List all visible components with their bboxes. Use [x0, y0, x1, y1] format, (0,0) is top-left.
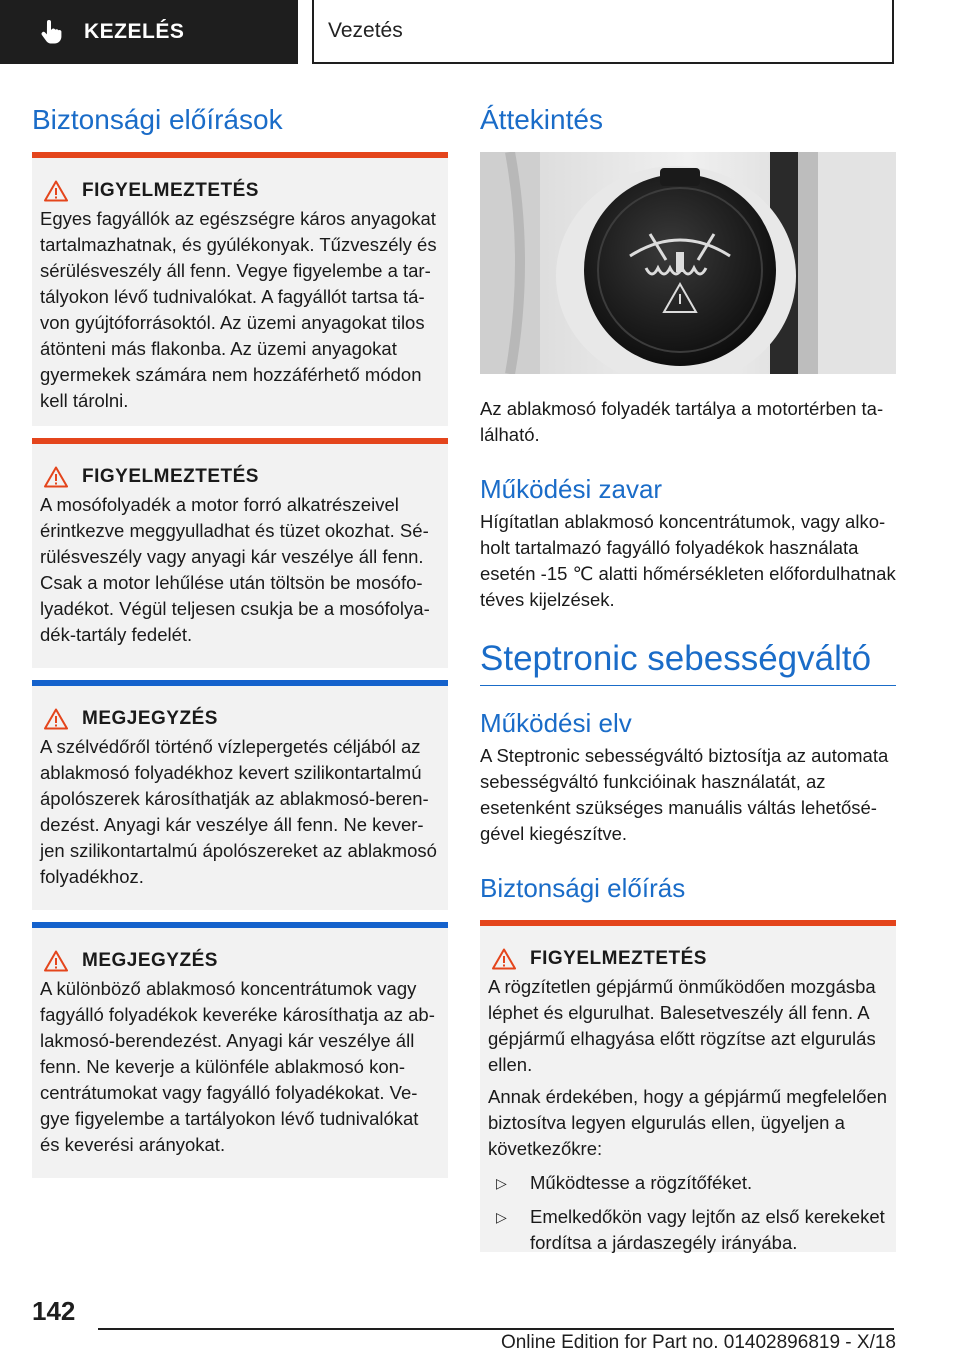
- page-number: 142: [32, 1296, 76, 1326]
- warning-text: A mosófolyadék a motor forró alkatrészeivel érintkezve meggyulladhat és tüzet okozhat. Sérülésveszély vagy anyagi kár veszélye áll fenn. Csak a motor lehűlése után töltsön be mosófolyadékot. Végül teljesen csukja be a mosófolyadék-tartály fedelét.: [40, 494, 430, 645]
- chapter-tab: [312, 0, 894, 64]
- malfunction-heading: Működési zavar: [480, 474, 663, 504]
- list-item: [488, 1204, 888, 1256]
- note-title: MEGJEGYZÉS: [82, 950, 218, 971]
- hand-pointer-icon: [38, 19, 64, 45]
- left-column: [32, 96, 448, 1178]
- warning-triangle-icon: [44, 180, 68, 202]
- footer-divider: [98, 1328, 894, 1330]
- triangle-right-icon: ▷: [496, 1209, 507, 1225]
- warning-box: [480, 920, 896, 1252]
- list-item-text: Emelkedőkön vagy lejtőn az első kerekeket fordítsa a járdaszegély irányába.: [530, 1206, 885, 1253]
- list-item-text: Működtesse a rögzítőféket.: [530, 1172, 753, 1193]
- safety-regulations-heading: Biztonsági előírások: [32, 104, 283, 135]
- list-item: [488, 1170, 888, 1196]
- warning-title: FIGYELMEZTETÉS: [530, 948, 707, 969]
- chapter-label: Vezetés: [328, 19, 403, 42]
- principle-heading: Működési elv: [480, 708, 632, 738]
- note-title: MEGJEGYZÉS: [82, 708, 218, 729]
- instruction-list: [488, 1170, 888, 1256]
- warning-triangle-icon: [492, 948, 516, 970]
- overview-heading: Áttekintés: [480, 104, 603, 135]
- principle-text: A Steptronic sebességváltó biztosítja az automata sebességváltó funkcióinak használatát, az esetenként szükséges manuális váltás lehetőségével kiegészítve.: [480, 745, 889, 844]
- warning-text: Egyes fagyállók az egészségre káros anyagokat tartalmazhatnak, és gyúlékonyak. Tűzveszély és sérülésveszély áll fenn. Vegye figyelembe a tartályokon lévő tudnivalókat. A fagyállót tartsa távon gyújtóforrásoktól. Az üzemi anyagokat tilos átönteni más flakonba. Az üzemi anyagokat gyermekek számára nem hozzáférhető módon kell tárolni.: [40, 208, 437, 411]
- note-text: A különböző ablakmosó koncentrátumok vagy fagyálló folyadékok keveréke károsíthatja az ablakmosó-berendezést. Anyagi kár veszélye áll fenn. Ne keverje a különféle ablakmosó koncentrátumokat vagy fagyálló folyadékokat. Vegye figyelembe a tartályokon lévő tudnivalókat és keverési arányokat.: [40, 978, 435, 1155]
- warning-triangle-icon: [44, 708, 68, 730]
- note-box: [32, 680, 448, 910]
- note-box: [32, 922, 448, 1178]
- right-column: [480, 96, 896, 1252]
- washer-reservoir-photo: [480, 152, 896, 374]
- warning-box: [32, 438, 448, 668]
- steptronic-heading: Steptronic sebességváltó: [480, 639, 896, 686]
- page-footer: [0, 1290, 960, 1362]
- malfunction-text: Hígítatlan ablakmosó koncentrátumok, vagy alkoholt tartalmazó fagyálló folyadékok használata esetén -15 ℃ alatti hőmérsékleten előfordulhatnak téves kijelzések.: [480, 511, 896, 610]
- warning-title: FIGYELMEZTETÉS: [82, 466, 259, 487]
- warning-box: [32, 152, 448, 426]
- safety-heading: Biztonsági előírás: [480, 873, 686, 903]
- section-label: KEZELÉS: [84, 20, 185, 43]
- warning-triangle-icon: [44, 466, 68, 488]
- note-text: A szélvédőről történő vízlepergetés céljából az ablakmosó folyadékhoz kevert szilikontartalmú ápolószerek károsíthatják az ablakmosó-berendezést. Anyagi kár veszélye áll fenn. Ne keverjen szilikontartalmú ápolószereket az ablakmosó folyadékhoz.: [40, 736, 437, 887]
- warning-text: A rögzítetlen gépjármű önműködően mozgásba léphet és elgurulhat. Balesetveszély áll fenn. A gépjármű elhagyása előtt rögzítse azt elgurulás ellen.: [488, 976, 876, 1075]
- page-header: [0, 0, 960, 66]
- warning-triangle-icon: [44, 950, 68, 972]
- warning-title: FIGYELMEZTETÉS: [82, 180, 259, 201]
- photo-caption: Az ablakmosó folyadék tartálya a motortérben található.: [480, 398, 884, 445]
- warning-text-continued: Annak érdekében, hogy a gépjármű megfelelően biztosítva legyen elgurulás ellen, ügyeljen a következőkre:: [488, 1086, 888, 1159]
- edition-info: Online Edition for Part no. 01402896819 - X/18: [500, 1332, 896, 1353]
- section-tab: [0, 0, 298, 64]
- triangle-right-icon: ▷: [496, 1175, 507, 1191]
